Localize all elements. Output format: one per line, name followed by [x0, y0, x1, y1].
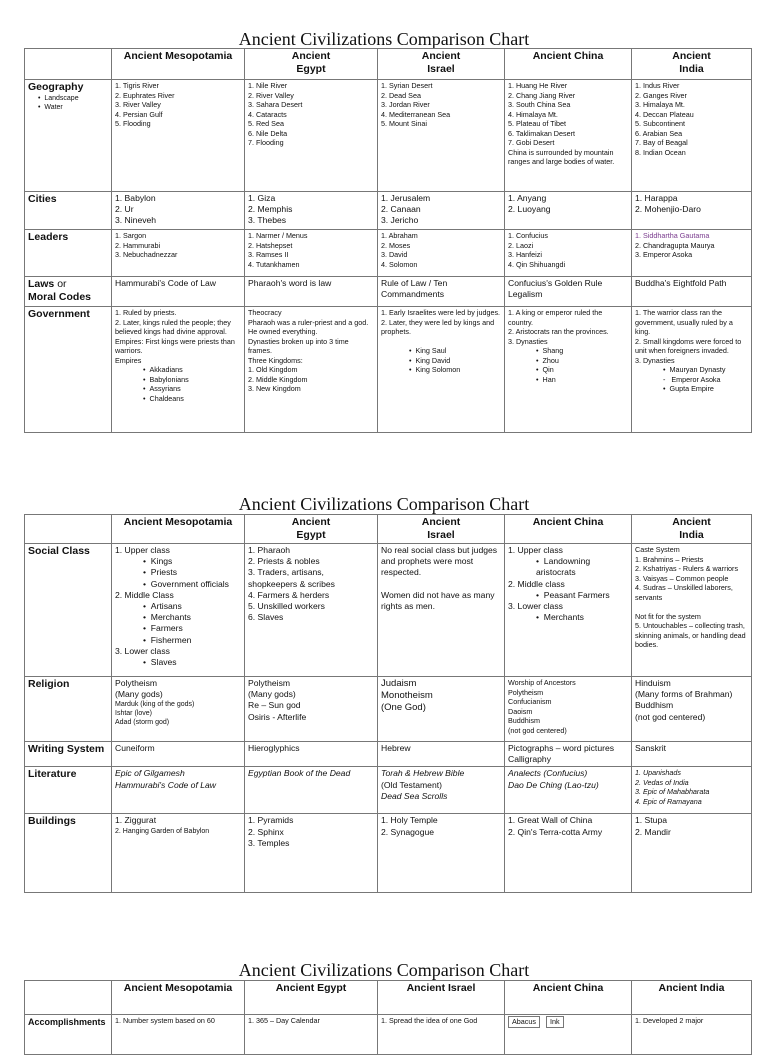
comparison-table [24, 48, 752, 433]
cell-line: 5. Untouchables – collecting trash, skinning animals, or handling dead bodies. [635, 621, 748, 649]
cell-line: 2. Small kingdoms were forced to unit when foreigners invaded. [635, 336, 744, 355]
cell-line: Egyptian Book of the Dead [248, 768, 351, 779]
cell-line: Confucius's Golden Rule [508, 278, 603, 288]
cell-line: • Shang [508, 346, 628, 356]
row-header: Writing System [25, 742, 112, 767]
cell-line: Hammurabi's Code of Law [115, 278, 216, 288]
cell-line: • Fishermen [115, 635, 241, 646]
cell-line: 3. Nebuchadnezzar [115, 250, 178, 259]
table-cell [245, 80, 378, 192]
cell-line: 4. Cataracts [248, 109, 287, 119]
cell-line: 2. Synagogue [381, 826, 435, 837]
table-cell [505, 80, 632, 192]
table-cell [245, 277, 378, 307]
column-header: Ancient India [632, 49, 752, 80]
cell-line: Buddhism [508, 716, 540, 725]
cell-line: 1. Indus River [635, 81, 680, 90]
cell-line: 6. Slaves [248, 612, 284, 623]
cell-line: Marduk (king of the gods) [115, 701, 195, 709]
cell-line: 1. Babylon [115, 193, 156, 203]
cell-line: 5. Mount Sinai [381, 119, 427, 128]
cell-line: • Government officials [115, 579, 241, 590]
cell-line: 4. Deccan Plateau [635, 109, 694, 119]
cell-line: 2. Laozi [508, 240, 534, 250]
cell-line: 1. Abraham [381, 231, 418, 240]
cell-line: • Artisans [115, 601, 241, 612]
cell-line: 2. Sphinx [248, 826, 284, 837]
cell-line: 2. Dead Sea [381, 90, 421, 100]
cell-line: 1. Jerusalem [381, 193, 431, 203]
cell-line: 6. Taklimakan Desert [508, 128, 575, 138]
table-cell [505, 277, 632, 307]
corner-cell [25, 981, 112, 1015]
table-cell [245, 307, 378, 433]
cell-line: 2. Luoyang [508, 204, 551, 215]
table-row [25, 814, 752, 893]
cell-line: 3. Emperor Asoka [635, 250, 693, 259]
table-cell [632, 742, 752, 767]
table-cell [378, 767, 505, 814]
cell-line: • Akkadians [115, 365, 241, 375]
column-header: Ancient Mesopotamia [112, 981, 245, 1015]
chart-title: Ancient Civilizations Comparison Chart [238, 494, 530, 514]
row-header: Government [25, 307, 112, 433]
cell-line: 2. Mohenjio-Daro [635, 204, 701, 215]
header-row [25, 515, 752, 544]
table-cell [112, 277, 245, 307]
cell-line: Sanskrit [635, 743, 667, 753]
table-row [25, 277, 752, 307]
cell-line: Three Kingdoms: [248, 355, 303, 365]
cell-line: 7. Gobi Desert [508, 138, 555, 147]
header-row [25, 49, 752, 80]
cell-line: 3. Sahara Desert [248, 100, 303, 109]
cell-line: 3. Ramses II [248, 250, 289, 259]
cell-line: Ink [546, 1016, 564, 1028]
cell-line: 1. Great Wall of China [508, 815, 593, 826]
column-header: Ancient China [505, 49, 632, 80]
row-header: Geography • Landscape • Water [25, 80, 112, 192]
cell-line: 1. Confucius [508, 231, 548, 240]
cell-line: 3. Dynasties [635, 355, 675, 365]
cell-line: Buddha's Eightfold Path [635, 278, 727, 288]
header-row [25, 981, 752, 1015]
cell-line: 1. Developed 2 major [635, 1016, 704, 1025]
cell-line: 1. The warrior class ran the government, usually ruled by a king. [635, 308, 735, 336]
table-cell [245, 767, 378, 814]
cell-line: 2. Ganges River [635, 90, 687, 100]
table-cell [505, 742, 632, 767]
table-cell [112, 307, 245, 433]
column-header: Ancient Egypt [245, 515, 378, 544]
row-header: Leaders [25, 230, 112, 277]
cell-line: • Kings [115, 556, 241, 567]
table-row [25, 544, 752, 677]
cell-line: 2. Aristocrats ran the provinces. [508, 327, 609, 336]
cell-line: 1. Giza [248, 193, 276, 203]
cell-line: (Many gods) [115, 689, 163, 700]
cell-line: Confucianism [508, 697, 552, 706]
table-row [25, 80, 752, 192]
table-cell [378, 544, 505, 677]
cell-line: 3. Jordan River [381, 100, 430, 109]
cell-line: 1. Huang He River [508, 81, 568, 90]
cell-line: 3. River Valley [115, 100, 161, 109]
cell-line: • Peasant Farmers [508, 590, 628, 601]
cell-line: Buddhism [635, 700, 674, 711]
chart-title: Ancient Civilizations Comparison Chart [238, 29, 530, 49]
cell-line: 1. Stupa [635, 815, 668, 826]
column-header: Ancient Egypt [245, 981, 378, 1015]
cell-line: 2. Hanging Garden of Babylon [115, 827, 210, 835]
column-header: Ancient Israel [378, 49, 505, 80]
cell-line: • Assyrians [115, 384, 241, 394]
cell-line: - Emperor Asoka [635, 375, 748, 385]
cell-line: 1. Tigris River [115, 81, 159, 90]
cell-line: 3. David [381, 250, 408, 259]
comparison-table [24, 980, 752, 1055]
cell-line: Legalism [508, 289, 543, 300]
column-header: Ancient Mesopotamia [112, 49, 245, 80]
cell-line: Adad (storm god) [115, 719, 170, 727]
cell-line: 4. Farmers & herders [248, 589, 330, 600]
table-cell [632, 677, 752, 742]
cell-line: 5. Subcontinent [635, 119, 685, 128]
cell-line: 4. Solomon [381, 259, 418, 269]
cell-line: • Farmers [115, 623, 241, 634]
table-cell [632, 80, 752, 192]
cell-line: 2. Vedas of India [635, 777, 689, 787]
cell-line: Daoism [508, 706, 533, 716]
cell-line: Pharaoh was a ruler-priest and a god. He owned everything. [248, 317, 371, 336]
cell-line: 7. Bay of Beagal [635, 138, 688, 147]
cell-line: 1. Upper class [115, 545, 170, 555]
cell-line: 1. Brahmins – Priests [635, 554, 704, 564]
cell-line: Theocracy [248, 308, 282, 317]
column-header: Ancient China [505, 515, 632, 544]
table-cell [112, 544, 245, 677]
cell-line: 1. Nile River [248, 81, 288, 90]
cell-line: 8. Indian Ocean [635, 147, 686, 157]
cell-line: 4. Mediterranean Sea [381, 109, 451, 119]
cell-line: (Old Testament) [381, 779, 442, 790]
table-cell [378, 742, 505, 767]
cell-line: 2. Euphrates River [115, 90, 175, 100]
cell-line: 1. Siddhartha Gautama [635, 231, 710, 240]
cell-line: (One God) [381, 702, 426, 713]
table-cell [632, 1015, 752, 1055]
table-cell [245, 544, 378, 677]
cell-line: 1. Narmer / Menus [248, 231, 308, 240]
cell-line: 3. Jericho [381, 215, 419, 226]
cell-line: 2. Kshatriyas - Rulers & warriors [635, 564, 739, 573]
cell-line: 2. Later, kings ruled the people; they believed kings had divine approval. [115, 317, 233, 336]
cell-line: • Landowning aristocrats [508, 556, 628, 578]
cell-line: Abacus [508, 1016, 540, 1028]
cell-line [381, 579, 501, 590]
cell-line: Polytheism [248, 678, 291, 688]
row-header: Literature [25, 767, 112, 814]
cell-line: 7. Flooding [248, 138, 284, 147]
row-header: Social Class [25, 544, 112, 677]
cell-line: 1. Old Kingdom [248, 365, 298, 374]
cell-line [381, 337, 501, 347]
cell-line: Polytheism [115, 678, 158, 688]
cell-line: (Many gods) [248, 689, 296, 700]
table-cell [245, 814, 378, 893]
cell-line: 3. Dynasties [508, 336, 548, 346]
cell-line: Hinduism [635, 678, 671, 688]
cell-line: 2. Chandragupta Maurya [635, 240, 715, 250]
comparison-table [24, 514, 752, 893]
table-cell [632, 814, 752, 893]
cell-line: 5. Flooding [115, 119, 151, 128]
cell-line: • Chaldeans [115, 394, 241, 404]
cell-line: 2. Canaan [381, 204, 421, 215]
table-cell [112, 230, 245, 277]
cell-line: Judaism [381, 678, 417, 689]
cell-line: Analects (Confucius) [508, 768, 588, 779]
cell-line: Not fit for the system [635, 611, 701, 621]
table-cell [112, 814, 245, 893]
table-row [25, 230, 752, 277]
table-cell [632, 767, 752, 814]
table-cell [378, 1015, 505, 1055]
table-cell [112, 742, 245, 767]
table-row [25, 307, 752, 433]
cell-line: 1. Ruled by priests. [115, 308, 177, 317]
column-header: Ancient Israel [378, 981, 505, 1015]
table-row [25, 1015, 752, 1055]
cell-line: 1. Spread the idea of one God [381, 1016, 478, 1025]
table-cell [245, 1015, 378, 1055]
table-cell [112, 677, 245, 742]
corner-cell [25, 515, 112, 544]
table-cell [378, 677, 505, 742]
cell-line: • Qin [508, 365, 628, 375]
cell-line: 5. Red Sea [248, 119, 284, 128]
table-cell [505, 767, 632, 814]
cell-line: 4. Sudras – Unskilled laborers, servants [635, 583, 735, 602]
column-header: Ancient India [632, 981, 752, 1015]
table-row [25, 677, 752, 742]
cell-line: 2. Moses [381, 240, 411, 250]
cell-line: 3. Himalaya Mt. [635, 100, 685, 109]
cell-line: 4. Epic of Ramayana [635, 796, 702, 806]
cell-line: • King Saul [381, 346, 501, 356]
cell-line: 2. Hatshepset [248, 240, 293, 250]
cell-line: (not god centered) [508, 725, 567, 735]
table-cell [505, 230, 632, 277]
cell-line: 4. Himalaya Mt. [508, 109, 558, 119]
cell-line: Empires: First kings were priests than warriors. [115, 336, 237, 355]
cell-line: (not god centered) [635, 711, 706, 722]
cell-line: Empires [115, 355, 142, 365]
cell-line: No real social class but judges and prophets were most respected. [381, 545, 500, 578]
cell-line: • Gupta Empire [635, 384, 748, 394]
corner-cell [25, 49, 112, 80]
cell-line: 3. Vaisyas – Common people [635, 573, 729, 583]
column-header: Ancient Mesopotamia [112, 515, 245, 544]
cell-line [635, 602, 748, 612]
cell-line: 1. Anyang [508, 193, 547, 203]
cell-line: Caste System [635, 545, 680, 554]
table-cell [112, 767, 245, 814]
cell-line: China is surrounded by mountain ranges and large bodies of water. [508, 147, 616, 166]
cell-line: Pharaoh's word is law [248, 278, 332, 288]
cell-line: Monotheism [381, 690, 433, 701]
cell-line: 1. Number system based on 60 [115, 1016, 215, 1025]
cell-line: • King David [381, 356, 501, 366]
cell-line: 3. Thebes [248, 215, 287, 226]
cell-line: 2. Middle Kingdom [248, 374, 308, 384]
cell-line: Hammurabi's Code of Law [115, 779, 216, 790]
table-cell [245, 192, 378, 230]
column-header: Ancient Egypt [245, 49, 378, 80]
cell-line: 3. Nineveh [115, 215, 157, 226]
table-cell [632, 277, 752, 307]
cell-line: Torah & Hebrew Bible [381, 768, 465, 779]
cell-line: Calligraphy [508, 754, 551, 765]
cell-line: 2. Priests & nobles [248, 556, 320, 567]
table-row [25, 192, 752, 230]
cell-line: Dao De Ching (Lao-tzu) [508, 779, 599, 790]
cell-line: 1. 365 – Day Calendar [248, 1016, 320, 1025]
cell-line: 3. Epic of Mahabharata [635, 787, 710, 797]
cell-line: 6. Nile Delta [248, 128, 288, 138]
cell-line: • Merchants [508, 612, 628, 623]
table-cell [112, 192, 245, 230]
table-cell [378, 277, 505, 307]
cell-line: 1. Sargon [115, 231, 147, 240]
cell-line: 2. Mandir [635, 826, 671, 837]
cell-line: 1. Harappa [635, 193, 678, 203]
table-cell [378, 307, 505, 433]
column-header: Ancient India [632, 515, 752, 544]
table-cell [505, 544, 632, 677]
row-header: Cities [25, 192, 112, 230]
cell-line: Osiris - Afterlife [248, 711, 307, 722]
cell-line: • King Solomon [381, 365, 501, 375]
cell-line: Epic of Gilgamesh [115, 768, 185, 779]
cell-line: Pictographs – word pictures [508, 743, 615, 753]
table-cell [112, 80, 245, 192]
cell-line: Ishtar (love) [115, 710, 152, 718]
cell-line: 2. Chang Jiang River [508, 90, 576, 100]
cell-line: 1. Syrian Desert [381, 81, 433, 90]
cell-line: 2. Later, they were led by kings and prophets. [381, 317, 497, 336]
cell-line: Hebrew [381, 743, 411, 753]
table-cell [112, 1015, 245, 1055]
cell-line: 4. Qin Shihuangdi [508, 259, 566, 269]
cell-line: 2. River Valley [248, 90, 294, 100]
cell-line: 1. Early Israelites were led by judges. [381, 308, 501, 317]
cell-line: Dead Sea Scrolls [381, 790, 448, 801]
cell-line: 2. Qin's Terra-cotta Army [508, 826, 603, 837]
table-cell [505, 192, 632, 230]
cell-line: 4. Tutankhamen [248, 259, 300, 269]
table-cell [632, 544, 752, 677]
table-cell [378, 80, 505, 192]
row-header: Buildings [25, 814, 112, 893]
column-header: Ancient China [505, 981, 632, 1015]
cell-line: 3. Lower class [115, 645, 170, 656]
cell-line: 2. Hammurabi [115, 240, 161, 250]
cell-line: 3. Hanfeizi [508, 250, 542, 259]
table-row [25, 767, 752, 814]
cell-line: 1. Pharaoh [248, 545, 291, 555]
table-cell [245, 677, 378, 742]
cell-line: • Zhou [508, 356, 628, 366]
table-cell [378, 230, 505, 277]
cell-line: Worship of Ancestors [508, 678, 576, 687]
table-cell [378, 192, 505, 230]
cell-line: 4. Persian Gulf [115, 109, 163, 119]
row-header: Laws or Moral Codes [25, 277, 112, 307]
cell-line: 5. Plateau of Tibet [508, 119, 566, 128]
column-header: Ancient Israel [378, 515, 505, 544]
cell-line: 2. Middle class [508, 578, 565, 589]
table-cell [245, 742, 378, 767]
cell-line: • Mauryan Dynasty [635, 365, 748, 375]
cell-line: Women did not have as many rights as men. [381, 589, 497, 612]
cell-line: • Priests [115, 567, 241, 578]
cell-line: 1. Pyramids [248, 815, 294, 826]
chart-title: Ancient Civilizations Comparison Chart [238, 960, 530, 980]
cell-line: 6. Arabian Sea [635, 128, 683, 138]
cell-line: • Babylonians [115, 375, 241, 385]
table-cell [245, 230, 378, 277]
cell-line: (Many forms of Brahman) [635, 689, 733, 700]
table-cell [505, 814, 632, 893]
cell-line: 5. Unskilled workers [248, 601, 325, 612]
cell-line: 1. Upanishads [635, 768, 681, 778]
cell-line: • Merchants [115, 612, 241, 623]
cell-line: Polytheism [508, 687, 544, 697]
table-cell [632, 230, 752, 277]
row-header: Accomplishments [25, 1015, 112, 1055]
cell-line: Rule of Law / Ten Commandments [381, 278, 450, 300]
cell-line: Cuneiform [115, 743, 155, 753]
cell-line: 3. Traders, artisans, shopkeepers & scribes [248, 567, 335, 589]
cell-line: 3. Temples [248, 837, 290, 848]
cell-line: 3. Lower class [508, 601, 563, 612]
table-cell [505, 677, 632, 742]
table-cell [505, 1015, 632, 1055]
cell-line: Re – Sun god [248, 700, 301, 711]
cell-line: • Slaves [115, 657, 241, 668]
cell-line: 1. Upper class [508, 545, 563, 555]
table-cell [632, 307, 752, 433]
cell-line: 1. Holy Temple [381, 815, 438, 826]
cell-line: 3. New Kingdom [248, 384, 301, 393]
table-cell [378, 814, 505, 893]
cell-line: Dynasties broken up into 3 time frames. [248, 336, 351, 355]
cell-line: • Han [508, 375, 628, 385]
row-header: Religion [25, 677, 112, 742]
cell-line: 1. Ziggurat [115, 815, 157, 826]
cell-line: 1. A king or emperor ruled the country. [508, 308, 605, 327]
cell-line: 2. Middle Class [115, 589, 174, 600]
table-row [25, 742, 752, 767]
cell-line: Hieroglyphics [248, 743, 300, 753]
cell-line: 3. South China Sea [508, 100, 571, 109]
table-cell [632, 192, 752, 230]
table-cell [505, 307, 632, 433]
cell-line: 2. Ur [115, 204, 134, 215]
cell-line: 2. Memphis [248, 204, 293, 215]
